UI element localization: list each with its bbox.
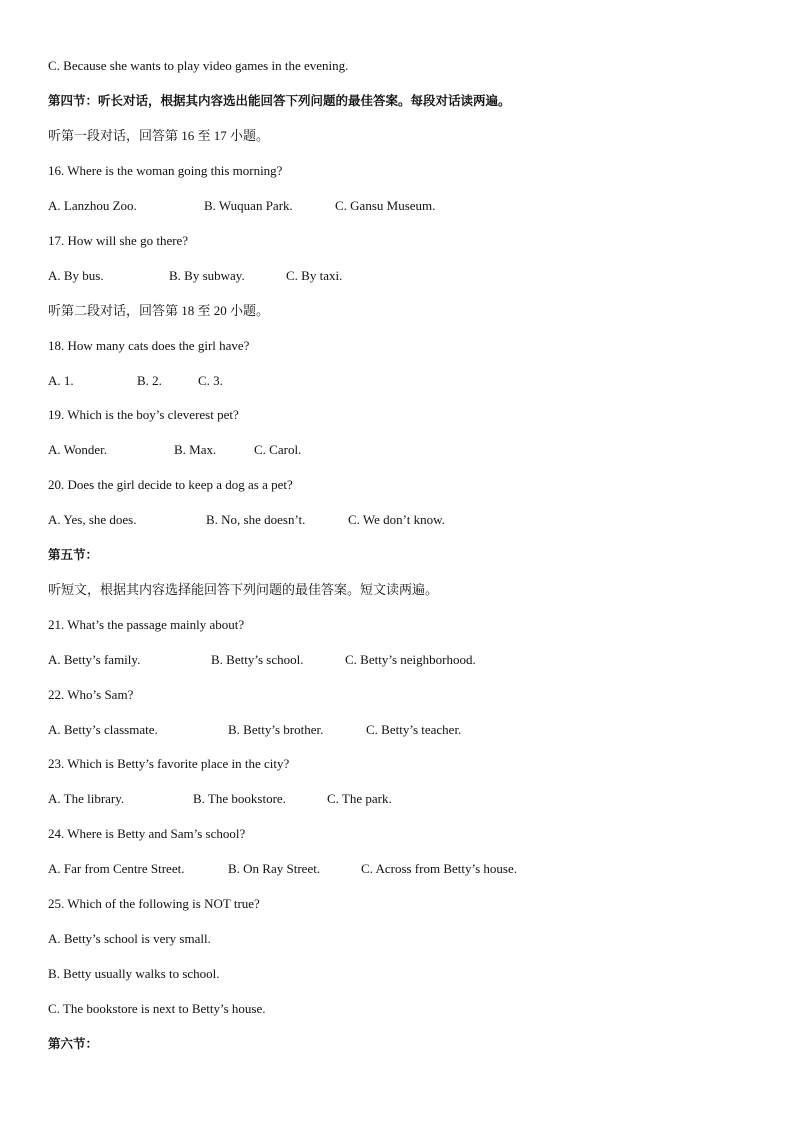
section-5-header: 第五节：: [48, 547, 99, 562]
dialog-2-intro: 听第二段对话，回答第 18 至 20 小题。: [48, 303, 270, 318]
option-b: B. The bookstore.: [193, 791, 286, 806]
option-a: A. Lanzhou Zoo.: [48, 198, 137, 213]
question-16: 16. Where is the woman going this morning?: [48, 163, 283, 178]
question-23-options: [0, 789, 794, 809]
option-c: C. Betty’s neighborhood.: [345, 652, 476, 667]
option-c: C. Carol.: [254, 442, 302, 457]
option-a: A. Wonder.: [48, 442, 108, 457]
option-a: A. 1.: [48, 373, 74, 388]
question-24-options: [0, 859, 794, 879]
question-24: 24. Where is Betty and Sam’s school?: [48, 826, 246, 841]
question-25-option-a: A. Betty’s school is very small.: [48, 931, 211, 946]
section-6-header: 第六节：: [48, 1036, 99, 1051]
option-b: B. Wuquan Park.: [204, 198, 293, 213]
option-a: A. The library.: [48, 791, 125, 806]
option-b: B. No, she doesn’t.: [206, 512, 306, 527]
question-19: 19. Which is the boy’s cleverest pet?: [48, 407, 239, 422]
question-21: 21. What’s the passage mainly about?: [48, 617, 245, 632]
question-19-options: [0, 440, 794, 460]
dialog-1-intro: 听第一段对话，回答第 16 至 17 小题。: [48, 128, 270, 143]
option-a: A. By bus.: [48, 268, 104, 283]
option-b: B. 2.: [137, 373, 162, 388]
option-a: A. Far from Centre Street.: [48, 861, 185, 876]
option-c: C. 3.: [198, 373, 223, 388]
question-22: 22. Who’s Sam?: [48, 687, 134, 702]
option-c: C. Gansu Museum.: [335, 198, 436, 213]
option-c: C. The park.: [327, 791, 392, 806]
question-25: 25. Which of the following is NOT true?: [48, 896, 260, 911]
question-16-options: [0, 196, 794, 216]
question-17-options: [0, 266, 794, 286]
question-23: 23. Which is Betty’s favorite place in the city?: [48, 756, 290, 771]
section-4-header: 第四节：听长对话，根据其内容选出能回答下列问题的最佳答案。每段对话读两遍。: [48, 93, 511, 108]
question-18-options: [0, 371, 794, 391]
question-18: 18. How many cats does the girl have?: [48, 338, 250, 353]
option-a: A. Yes, she does.: [48, 512, 137, 527]
option-c: C. Across from Betty’s house.: [361, 861, 517, 876]
question-25-option-b: B. Betty usually walks to school.: [48, 966, 220, 981]
question-20-options: [0, 510, 794, 530]
option-c: C. By taxi.: [286, 268, 343, 283]
previous-option-c: C. Because she wants to play video games in the evening.: [48, 58, 349, 73]
option-b: B. Betty’s brother.: [228, 722, 324, 737]
question-20: 20. Does the girl decide to keep a dog as a pet?: [48, 477, 293, 492]
question-17: 17. How will she go there?: [48, 233, 189, 248]
option-a: A. Betty’s family.: [48, 652, 141, 667]
option-b: B. Max.: [174, 442, 217, 457]
question-21-options: [0, 650, 794, 670]
question-22-options: [0, 720, 794, 740]
option-c: C. We don’t know.: [348, 512, 445, 527]
option-b: B. Betty’s school.: [211, 652, 304, 667]
section-5-intro: 听短文，根据其内容选择能回答下列问题的最佳答案。短文读两遍。: [48, 582, 439, 597]
question-25-option-c: C. The bookstore is next to Betty’s house.: [48, 1001, 266, 1016]
option-a: A. Betty’s classmate.: [48, 722, 158, 737]
option-b: B. By subway.: [169, 268, 245, 283]
option-b: B. On Ray Street.: [228, 861, 321, 876]
option-c: C. Betty’s teacher.: [366, 722, 462, 737]
